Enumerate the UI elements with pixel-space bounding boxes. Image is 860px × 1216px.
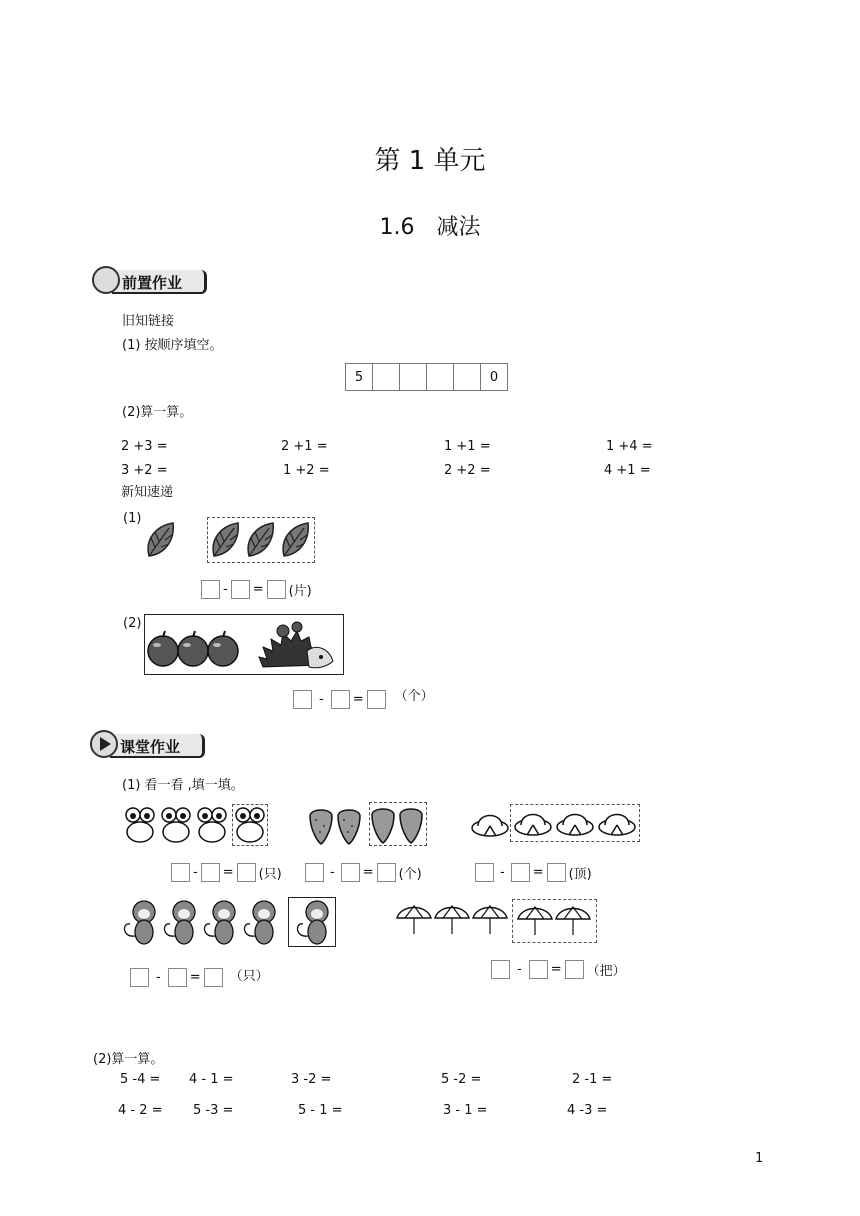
hat-group-box bbox=[510, 804, 640, 842]
leaf-icon bbox=[243, 520, 277, 560]
sequence-boxes bbox=[346, 363, 508, 391]
subtraction-problem: 5 -3 = bbox=[193, 1103, 234, 1118]
hat-icon bbox=[470, 808, 510, 840]
umbrella-group-box bbox=[512, 899, 597, 943]
addition-problem: 3 +2 = bbox=[121, 463, 168, 478]
answer-box[interactable] bbox=[475, 863, 494, 882]
unit-label: （把） bbox=[586, 964, 626, 979]
equation-hats bbox=[475, 863, 592, 882]
answer-box[interactable] bbox=[231, 580, 250, 599]
equals-sign: = bbox=[362, 865, 374, 880]
addition-problem: 1 +2 = bbox=[283, 463, 330, 478]
old-knowledge-label: 旧知链接 bbox=[122, 314, 175, 329]
frog-icon bbox=[233, 805, 267, 845]
apples-icon bbox=[147, 629, 243, 669]
minus-sign: - bbox=[319, 692, 324, 707]
unit-label: (片) bbox=[288, 584, 312, 599]
answer-box[interactable] bbox=[511, 863, 530, 882]
answer-box[interactable] bbox=[267, 580, 286, 599]
seq-cell[interactable] bbox=[372, 363, 400, 391]
leaf-icon bbox=[143, 520, 177, 560]
new-knowledge-label: 新知速递 bbox=[121, 485, 174, 500]
equation-umbrellas bbox=[491, 960, 626, 979]
answer-box[interactable] bbox=[171, 863, 190, 882]
pre-homework-title: 前置作业 bbox=[122, 274, 183, 292]
answer-box[interactable] bbox=[529, 960, 548, 979]
strawberries-icon bbox=[306, 804, 366, 846]
equation-apples bbox=[293, 690, 434, 709]
answer-box[interactable] bbox=[204, 968, 223, 987]
addition-problem: 4 +1 = bbox=[604, 463, 651, 478]
answer-box[interactable] bbox=[491, 960, 510, 979]
apple-hedgehog-picture bbox=[144, 614, 344, 675]
monkeys-icon bbox=[120, 898, 286, 946]
answer-box[interactable] bbox=[305, 863, 324, 882]
subtraction-problem: 3 -2 = bbox=[291, 1072, 332, 1087]
answer-box[interactable] bbox=[201, 863, 220, 882]
leaf-group-box bbox=[207, 517, 315, 563]
answer-box[interactable] bbox=[201, 580, 220, 599]
answer-box[interactable] bbox=[377, 863, 396, 882]
question-1-label: (1) 按顺序填空。 bbox=[122, 338, 223, 353]
seq-cell[interactable] bbox=[399, 363, 427, 391]
equals-sign: = bbox=[189, 970, 201, 985]
minus-sign: - bbox=[500, 865, 505, 880]
pre-homework-header bbox=[92, 266, 212, 296]
subtraction-problem: 4 - 1 = bbox=[189, 1072, 234, 1087]
leaf-icon bbox=[208, 520, 242, 560]
pre-homework-icon bbox=[92, 266, 120, 294]
minus-sign: - bbox=[193, 865, 198, 880]
new-question-2-label: (2) bbox=[123, 616, 142, 631]
minus-sign: - bbox=[517, 962, 522, 977]
seq-cell[interactable] bbox=[426, 363, 454, 391]
minus-sign: - bbox=[223, 582, 228, 597]
equation-frogs bbox=[171, 863, 282, 882]
class-question-2-label: (2)算一算。 bbox=[93, 1052, 164, 1067]
strawberry-group-box bbox=[369, 802, 427, 846]
unit-label: (顶) bbox=[568, 867, 592, 882]
strawberries-icon bbox=[370, 803, 426, 845]
unit-label: (只) bbox=[258, 867, 282, 882]
question-2-label: (2)算一算。 bbox=[122, 405, 193, 420]
monkey-group-box bbox=[288, 897, 336, 947]
answer-box[interactable] bbox=[130, 968, 149, 987]
answer-box[interactable] bbox=[168, 968, 187, 987]
subtraction-problem: 5 - 1 = bbox=[298, 1103, 343, 1118]
umbrellas-icon bbox=[395, 902, 513, 938]
minus-sign: - bbox=[156, 970, 161, 985]
answer-box[interactable] bbox=[341, 863, 360, 882]
subtraction-problem: 4 - 2 = bbox=[118, 1103, 163, 1118]
answer-box[interactable] bbox=[547, 863, 566, 882]
answer-box[interactable] bbox=[293, 690, 312, 709]
page-number: 1 bbox=[755, 1151, 764, 1166]
equation-leaves bbox=[201, 580, 312, 599]
seq-cell[interactable]: 0 bbox=[480, 363, 508, 391]
minus-sign: - bbox=[330, 865, 335, 880]
unit-label: （个） bbox=[394, 689, 434, 704]
answer-box[interactable] bbox=[367, 690, 386, 709]
answer-box[interactable] bbox=[237, 863, 256, 882]
hedgehog-icon bbox=[257, 621, 335, 673]
addition-problem: 1 +4 = bbox=[606, 439, 653, 454]
frogs-icon bbox=[124, 806, 232, 844]
hats-icon bbox=[513, 807, 637, 839]
addition-problem: 2 +2 = bbox=[444, 463, 491, 478]
seq-cell[interactable] bbox=[453, 363, 481, 391]
unit-title: 第 1 单元 bbox=[374, 146, 486, 176]
equals-sign: = bbox=[532, 865, 544, 880]
addition-problem: 2 +3 = bbox=[121, 439, 168, 454]
class-homework-title: 课堂作业 bbox=[120, 738, 181, 756]
equals-sign: = bbox=[550, 962, 562, 977]
unit-label: (个) bbox=[398, 867, 422, 882]
frog-group-box bbox=[232, 804, 268, 846]
answer-box[interactable] bbox=[331, 690, 350, 709]
subtraction-problem: 2 -1 = bbox=[572, 1072, 613, 1087]
umbrellas-icon bbox=[516, 903, 594, 939]
play-icon bbox=[90, 730, 118, 758]
subtraction-problem: 3 - 1 = bbox=[443, 1103, 488, 1118]
equation-monkeys bbox=[130, 968, 269, 987]
class-homework-header bbox=[90, 730, 210, 760]
monkey-icon bbox=[289, 898, 335, 946]
subtraction-problem: 4 -3 = bbox=[567, 1103, 608, 1118]
seq-cell[interactable]: 5 bbox=[345, 363, 373, 391]
leaf-icon bbox=[278, 520, 312, 560]
addition-problem: 1 +1 = bbox=[444, 439, 491, 454]
class-question-1-label: (1) 看一看 ,填一填。 bbox=[122, 778, 244, 793]
equals-sign: = bbox=[222, 865, 234, 880]
equals-sign: = bbox=[252, 582, 264, 597]
equation-strawberries bbox=[305, 863, 422, 882]
unit-label: （只） bbox=[229, 969, 269, 984]
equals-sign: = bbox=[352, 692, 364, 707]
subtraction-problem: 5 -4 = bbox=[120, 1072, 161, 1087]
subtraction-problem: 5 -2 = bbox=[441, 1072, 482, 1087]
lesson-title: 1.6 减法 bbox=[379, 215, 481, 240]
answer-box[interactable] bbox=[565, 960, 584, 979]
new-question-1-label: (1) bbox=[123, 511, 142, 526]
addition-problem: 2 +1 = bbox=[281, 439, 328, 454]
